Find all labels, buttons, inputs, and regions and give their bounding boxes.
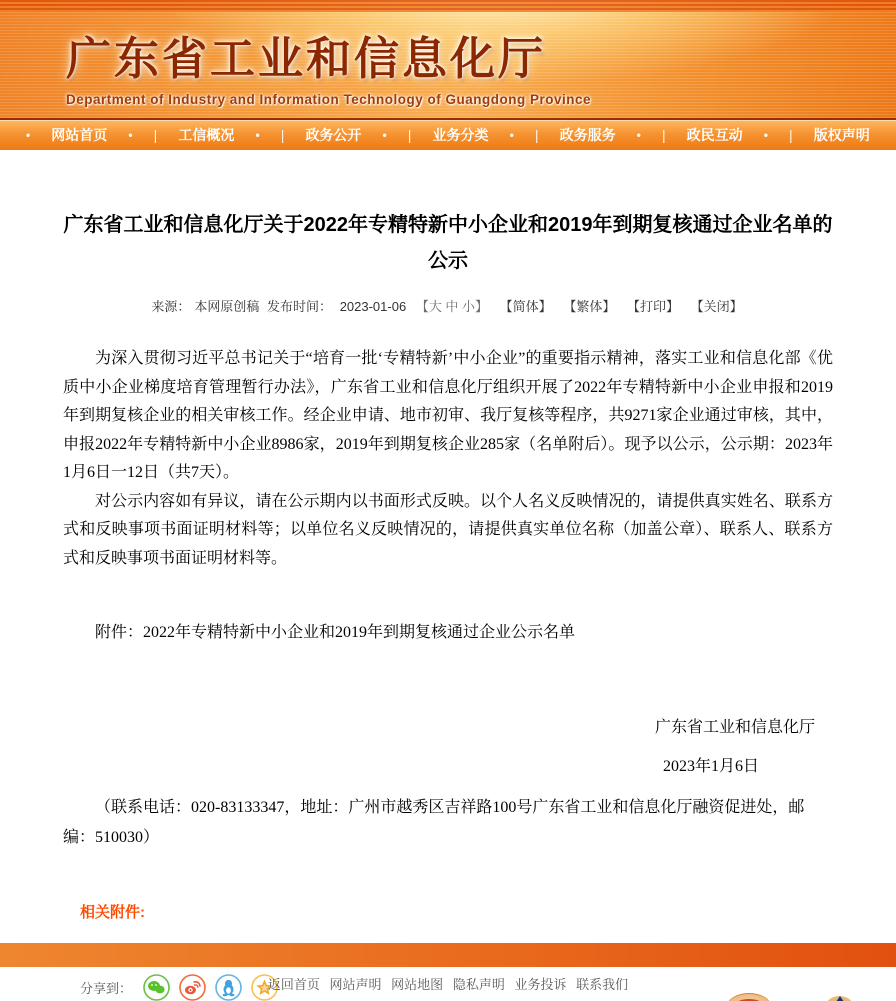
nav-bullet: • <box>255 128 260 142</box>
publish-label: 发布时间： <box>267 299 333 314</box>
nav-separator: | <box>534 127 539 143</box>
footer-orange-bar <box>0 943 896 967</box>
nav-bullet: • <box>128 128 133 142</box>
nav-bullet: • <box>26 128 31 142</box>
nav-item-overview[interactable]: 工信概况 <box>178 127 235 143</box>
site-subtitle-english: Department of Industry and Information Technology of Guangdong Province <box>66 92 592 107</box>
article-body <box>63 345 833 573</box>
nav-separator: | <box>789 127 793 143</box>
footer-badge-site-icon <box>826 994 853 1001</box>
site-title: 广东省工业和信息化厅 <box>66 33 547 84</box>
traditional-button[interactable]: 【繁体】 <box>563 299 616 314</box>
banner-top-stripe <box>0 0 896 12</box>
nav-item-gov-open[interactable]: 政务公开 <box>305 127 362 143</box>
main-navigation <box>0 120 896 150</box>
nav-bullet: • <box>382 128 387 142</box>
paragraph-2: 对公示内容如有异议，请在公示期内以书面形式反映。以个人名义反映情况的，请提供真实姓名、联系方式和反映事项书面证明材料等；以单位名义反映情况的，请提供真实单位名称（加盖公章）、联系人、联系方式和反映事项书面证明材料等。 <box>63 492 833 567</box>
font-size-buttons[interactable]: 【大 中 小】 <box>415 299 489 314</box>
footer-link-privacy[interactable]: 隐私声明 <box>452 977 505 992</box>
attachment-reference-line: 附件：2022年专精特新中小企业和2019年到期复核通过企业公示名单 <box>95 624 576 641</box>
article-content <box>0 207 896 853</box>
nav-separator: | <box>407 127 412 143</box>
article-title: 广东省工业和信息化厅关于2022年专精特新中小企业和2019年到期复核通过企业名单的公示 <box>63 214 833 272</box>
footer-link-statement[interactable]: 网站声明 <box>329 977 382 992</box>
contact-info: （联系电话：020-83133347，地址：广州市越秀区吉祥路100号广东省工业和信息化厅融资促进处，邮编：510030） <box>63 799 805 846</box>
share-label: 分享到： <box>80 981 133 996</box>
footer-links <box>0 974 896 993</box>
close-button[interactable]: 【关闭】 <box>690 299 743 314</box>
print-button[interactable]: 【打印】 <box>626 299 679 314</box>
related-attachments-heading: 相关附件: <box>80 904 145 921</box>
nav-item-business[interactable]: 业务分类 <box>432 127 489 143</box>
footer-link-contact[interactable]: 联系我们 <box>576 977 629 992</box>
footer-badge-emblem-icon <box>726 993 772 1001</box>
nav-bullet: • <box>509 128 514 142</box>
nav-item-services[interactable]: 政务服务 <box>559 127 616 143</box>
simplified-button[interactable]: 【简体】 <box>499 299 552 314</box>
footer-link-home[interactable]: 返回首页 <box>267 977 320 992</box>
site-banner <box>0 0 896 120</box>
footer-link-complaint[interactable]: 业务投诉 <box>514 977 567 992</box>
source-value: 本网原创稿 <box>194 299 260 314</box>
nav-separator: | <box>153 127 158 143</box>
nav-bullet: • <box>636 128 641 142</box>
nav-item-copyright[interactable]: 版权声明 <box>813 127 870 143</box>
nav-bullet: • <box>763 128 768 142</box>
nav-item-home[interactable]: 网站首页 <box>51 127 108 143</box>
nav-separator: | <box>280 127 285 143</box>
signature-date: 2023年1月6日 <box>662 758 759 775</box>
publish-date: 2023-01-06 <box>339 299 407 314</box>
source-label: 来源： <box>151 299 191 314</box>
footer-link-sitemap[interactable]: 网站地图 <box>391 977 444 992</box>
signature-department: 广东省工业和信息化厅 <box>654 719 815 736</box>
paragraph-1: 为深入贯彻习近平总书记关于“培育一批‘专精特新’中小企业”的重要指示精神，落实工业和信息化部《优质中小企业梯度培育管理暂行办法》，广东省工业和信息化厅组织开展了2022年专精特新中小企业申报和2019年到期复核企业的相关审核工作。经企业申请、地市初审、我厅复核等程序，共9271家企业通过审核，其中，申报2022年专精特新中小企业8986家，2019年到期复核企业285家（名单附后）。现予以公示，公示期：2023年1月6日一12日（共7天）。 <box>63 350 833 481</box>
nav-separator: | <box>661 127 666 143</box>
nav-item-interaction[interactable]: 政民互动 <box>686 127 743 143</box>
article-meta <box>63 296 833 315</box>
